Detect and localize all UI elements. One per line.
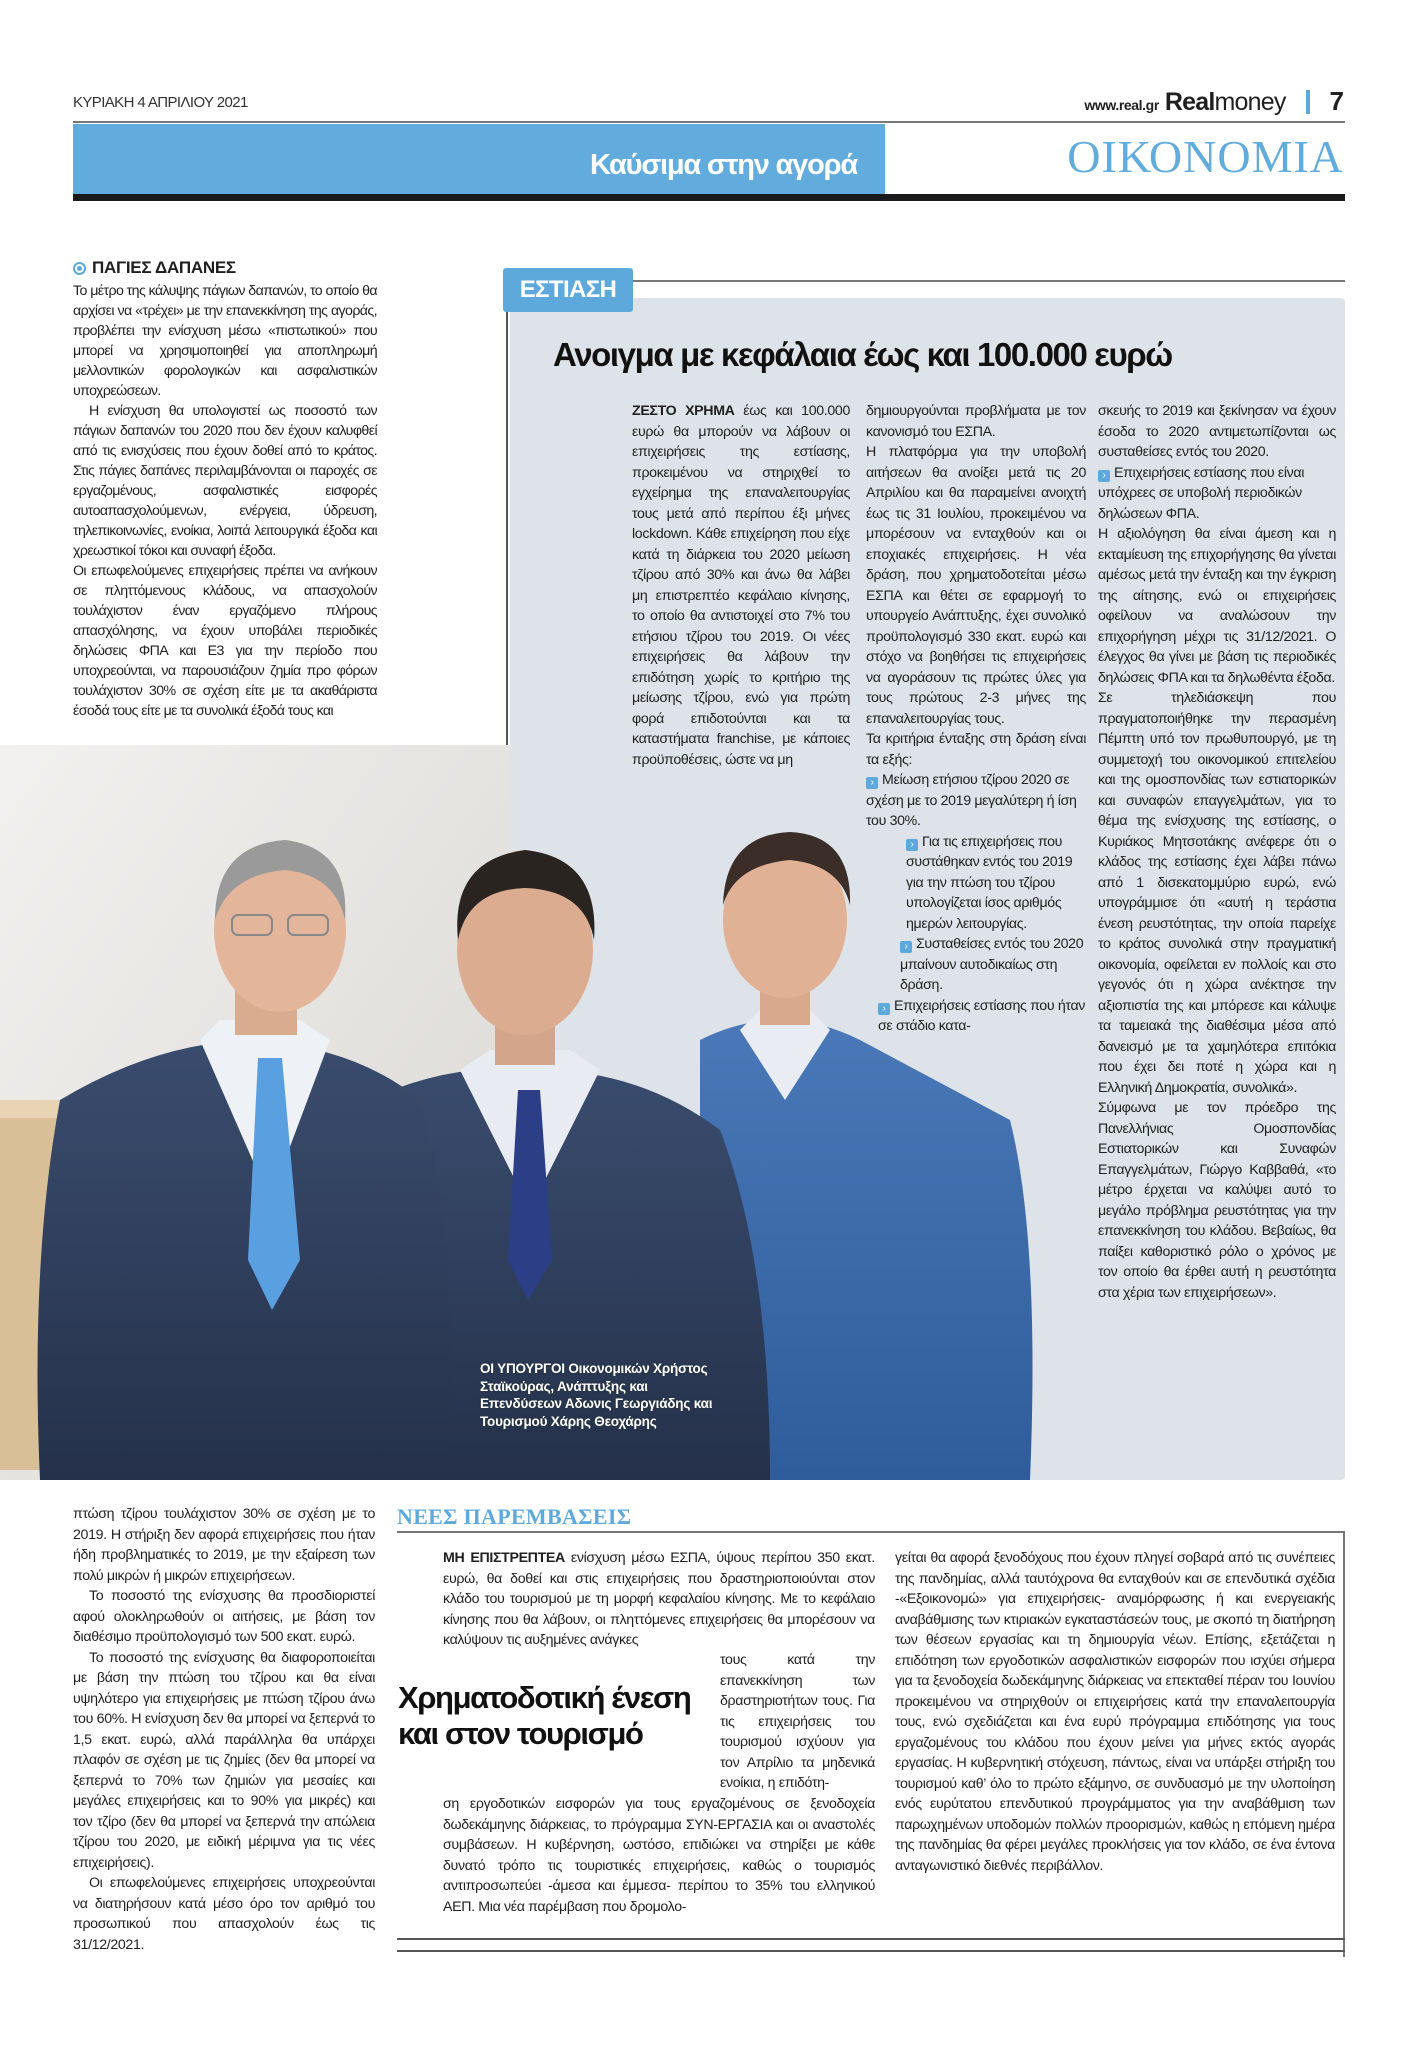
page-number: 7 [1329,86,1344,116]
paragraph: Το ποσοστό της ενίσχυσης θα προσδιοριστεί αφού ολοκληρωθούν οι αιτήσεις, με βάση τον διαθέσιμο προϋπολογισμό των 500 εκατ. ευρώ. [73,1588,375,1645]
paragraph: Οι επωφελούμενες επιχειρήσεις υποχρεούνται να διατηρήσουν κατά μέσο όρο τον αριθμό του προσωπικού που απασχολούν έως τις 31/12/2021. [73,1875,375,1953]
topic-banner [73,124,885,194]
bottom-rule [397,1938,1345,1940]
bottom-rule [397,1950,1345,1952]
lead-in: ΜΗ ΕΠΙΣΤΡΕΠΤΕΑ [443,1550,565,1566]
issue-date: ΚΥΡΙΑΚΗ 4 ΑΠΡΙΛΙΟΥ 2021 [73,94,248,111]
paragraph: σκευής το 2019 και ξεκίνησαν να έχουν έσοδα το 2020 αντιμετωπίζονται ως συσταθείσες εντός του 2020. [1098,403,1336,460]
article-column-2 [866,401,1086,1037]
tourism-kicker: ΝΕΕΣ ΠΑΡΕΜΒΑΣΕΙΣ [397,1504,632,1529]
category-tag: ΕΣΤΙΑΣΗ [503,268,633,312]
box-left-rule [506,312,508,752]
criteria-item: › Επιχειρήσεις εστίασης που ήταν σε στάδιο κατα- [878,997,1086,1034]
paragraph: δημιουργούνται προβλήματα με τον κανονισμό του ΕΣΠΑ. [866,403,1086,440]
lead-in: ΖΕΣΤΟ ΧΡΗΜΑ [632,403,735,419]
chevron-bullet-icon: › [878,1003,890,1015]
section-title: ΟΙΚΟΝΟΜΙΑ [1067,131,1344,182]
brand-logo-bold: Real [1164,88,1215,116]
tourism-headline: Χρηματοδοτική ένεση και στον τουρισμό [398,1680,691,1751]
chevron-bullet-icon: › [900,941,912,953]
photo-caption [480,1360,720,1430]
article-headline: Ανοιγμα με κεφάλαια έως και 100.000 ευρώ [553,336,1172,373]
target-bullet-icon [73,262,86,275]
tourism-narrow-column: τους κατά την επανεκκίνηση των δραστηριοτήτων τους. Για τις επιχειρήσεις του τουρισμού ισχύουν για τον Απρίλιο τα μηδενικά ενοίκια, η επιδότη- [720,1652,875,1791]
chevron-bullet-icon: › [1098,470,1110,482]
sidebar-article-bottom [73,1504,375,1955]
paragraph: Το μέτρο της κάλυψης πάγιων δαπανών, το οποίο θα αρχίσει να «τρέχει» με την επανεκκίνηση της αγοράς, προβλέπει την ενίσχυση μέσω «πιστωτικού» που μπορεί να χρησιμοποιηθεί για αποπληρωμή μελλοντικών φορολογικών και ασφαλιστικών υποχρεώσεων. [73,283,377,399]
banner-title: Καύσιμα στην αγορά [589,149,857,181]
sidebar-heading [73,258,236,278]
paragraph: Τα κριτήρια ένταξης στη δράση είναι τα εξής: [866,731,1086,768]
article-column-1 [632,401,850,770]
header-thick-rule [73,194,1345,201]
caption-lead: ΟΙ ΥΠΟΥΡΓΟΙ [480,1361,565,1376]
tourism-continued: ση εργοδοτικών εισφορών για τους εργαζομένους σε ξενοδοχεία δωδεκάμηνης διάρκειας, το πρόγραμμα ΣΥΝ-ΕΡΓΑΣΙΑ και οι αναστολές συμβάσεων. Η κυβέρνηση, ωστόσο, επιδιώκει να στηρίξει με κάθε δυνατό τρόπο τις τουριστικές επιχειρήσεις, καθώς ο τουρισμός αντιπροσωπεύει -άμεσα και έμμεσα- περίπου το 35% του ελληνικού ΑΕΠ. Μια νέα παρέμβαση που δρομολο- [443,1796,875,1915]
paragraph: πτώση τζίρου τουλάχιστον 30% σε σχέση με το 2019. Η στήριξη δεν αφορά επιχειρήσεις που ήταν ήδη προβληματικές το 2019, με την εξαίρεση των πολύ μικρών ή μικρών επιχειρήσεων. [73,1506,375,1584]
masthead [1084,86,1344,117]
criteria-item: › Για τις επιχειρήσεις που συστάθηκαν εντός του 2019 για την πτώση του τζίρου υπολογίζεται ίσος αριθμός ημερών λειτουργίας. [906,833,1073,932]
chevron-bullet-icon: › [906,839,918,851]
sidebar-article-top [73,281,377,721]
paragraph: Οι επωφελούμενες επιχειρήσεις πρέπει να ανήκουν σε πληττόμενους κλάδους, να απασχολούν τουλάχιστον έναν εργαζόμενο πλήρους απασχόλησης, να έχουν υποβάλει περιοδικές δηλώσεις ΦΠΑ και Ε3 για την περίοδο που υποχρεούνται, να παρουσιάζουν ζημία προ φόρων τουλάχιστον 30% σε σχέση είτε με τα ακαθάριστα έσοδά τους είτε με τα συνολικά έξοδά τους και [73,563,377,719]
paragraph: Η ενίσχυση θα υπολογιστεί ως ποσοστό των πάγιων δαπανών του 2020 που δεν έχουν καλυφθεί από τις ενισχύσεις που έχουν δοθεί από το κράτος. Στις πάγιες δαπάνες περιλαμβάνονται οι παροχές σε εργαζομένους, ασφαλιστικές εισφορές αυτοαπασχολούμενων, ενέργεια, ύδρευση, τηλεπικοινωνίες, ενοίκια, λοιπά λειτουργικά έξοδα και χρεωστικοί τόκοι και συναφή έξοδα. [73,403,377,559]
article-column-3 [1098,401,1336,1303]
paragraph: Σε τηλεδιάσκεψη που πραγματοποιήθηκε την περασμένη Πέμπτη υπό τον πρωθυπουργό, με τη συμμετοχή του οικονομικού επιτελείου και της ομοσπονδίας των εστιατορικών και συναφών επαγγελμάτων, για το θέμα της ενίσχυσης της εστίασης, ο Κυριάκος Μητσοτάκης ανέφερε ότι ο κλάδος της εστίασης έχει λάβει πάνω από 1 δισεκατομμύριο ευρώ, ενώ υπογράμμισε ότι «αυτή η τεράστια ένεση ρευστότητας, την οποία παρείχε το κράτος συνολικά στην πραγματική οικονομία, οφείλεται εν πολλοίς και στο γεγονός ότι η χώρα ανέκτησε την αξιοπιστία της και μπόρεσε και κάλυψε τα ταμειακά της διαθέσιμα μέσα από δανεισμό με τα χαμηλότερα επιτόκια που έχει δει ποτέ η χώρα και η Ελληνική Δημοκρατία, συνολικά». [1098,690,1336,1096]
paragraph: Η πλατφόρμα για την υποβολή αιτήσεων θα ανοίξει μετά τις 20 Απριλίου και θα παραμείνει ανοιχτή έως τις 31 Ιουλίου, προκειμένου να μπορέσουν να ενταχθούν και οι εποχιακές επιχειρήσεις. Η νέα δράση, που χρηματοδοτείται μέσω ΕΣΠΑ και θέτει σε εφαρμογή το υπουργείο Ανάπτυξης, έχει συνολικό προϋπολογισμό 330 εκατ. ευρώ και στόχο να βοηθήσει τις επιχειρήσεις να αγοράσουν τις πρώτες ύλες για τους πρώτους 2-3 μήνες της επαναλειτουργίας τους. [866,444,1086,727]
site-url[interactable]: www.real.gr [1084,97,1159,113]
criteria-item: › Συσταθείσες εντός του 2020 μπαίνουν αυτοδικαίως στη δράση. [900,936,1084,993]
masthead-divider [1306,90,1310,114]
brand-logo-light: money [1214,88,1286,116]
sidebar-heading-text: ΠΑΓΙΕΣ ΔΑΠΑΝΕΣ [92,258,236,277]
tag-rule [633,280,1345,282]
paragraph: Σύμφωνα με τον πρόεδρο της Πανελλήνιας Ομοσπονδίας Εστιατορικών και Συναφών Επαγγελμάτων, Γιώργο Καββαθά, «το μέτρο έρχεται να καλύψει αυτό το μεγάλο πρόβλημα ρευστότητας για την επανεκκίνηση του κλάδου. Βεβαίως, θα παίξει καθοριστικό ρόλο ο χρόνος με τον οποίο θα έρθει αυτή η ρευστότητα στα χέρια των επιχειρήσεων». [1098,1100,1336,1301]
criteria-item: › Μείωση ετήσιου τζίρου 2020 σε σχέση με το 2019 μεγαλύτερη ή ίση του 30%. [866,772,1077,829]
chevron-bullet-icon: › [866,777,878,789]
paragraph: Η αξιολόγηση θα είναι άμεση και η εκταμίευση της επιχορήγησης θα γίνεται αμέσως μετά την ένταξη και την έγκριση της αίτησης, ενώ οι επιχειρήσεις οφείλουν να αναλώσουν την επιχορήγηση μέχρι τις 31/12/2021. Ο έλεγχος θα γίνει με βάση τις περιοδικές δηλώσεις ΦΠΑ και τα δηλωθέντα έξοδα. [1098,526,1336,686]
tourism-intro: ΜΗ ΕΠΙΣΤΡΕΠΤΕΑ ενίσχυση μέσω ΕΣΠΑ, ύψους περίπου 350 εκατ. ευρώ, θα δοθεί και στις επιχειρήσεις που δραστηριοποιούνται στον κλάδο του τουρισμού με τη μορφή κεφαλαίου κίνησης. Με το κεφάλαιο κίνησης που θα λάβουν, οι πληττόμενες επιχειρήσεις θα μπορέσουν να καλύψουν τις αυξημένες ανάγκες [443,1550,876,1648]
kicker-rule [397,1531,1345,1533]
header-rule [73,121,1345,123]
box-right-rule [1343,1531,1345,1957]
criteria-item: › Επιχειρήσεις εστίασης που είναι υπόχρεες σε υποβολή περιοδικών δηλώσεων ΦΠΑ. [1098,464,1305,522]
body-text: έως και 100.000 ευρώ θα μπορούν να λάβουν οι επιχειρήσεις της εστίασης, προκειμένου να στηριχθεί το εγχείρημα της επαναλειτουργίας τους μετά από περίπου έξι μήνες lockdown. Κάθε επιχείρηση που είχε κατά τη διάρκεια του 2020 μείωση τζίρου από 30% και άνω θα λάβει μη επιστρεπτέο κεφάλαιο κίνησης, το οποίο θα αντιστοιχεί στο 7% του ετήσιου τζίρου του 2019. Οι νέες επιχειρήσεις θα λάβουν την επιδότηση χωρίς το κριτήριο της μείωσης τζίρου, ενώ για πρώτη φορά επιδοτούνται και τα καταστήματα franchise, με κάποιες προϋποθέσεις, ώστε να μη [632,403,850,768]
tourism-right-column: γείται θα αφορά ξενοδόχους που έχουν πληγεί σοβαρά από τις συνέπειες της πανδημίας, αλλά ταυτόχρονα θα ενταχθούν και σε επενδυτικά σχέδια -«Εξοικονομώ» για επιχειρήσεις- αναμόρφωσης ή και ενεργειακής αναβάθμισης των κτιριακών εγκαταστάσεών τους, με σκοπό τη διατήρηση των θέσεων εργασίας και τη δημιουργία νέων. Επίσης, εξετάζεται η επιδότηση των εργοδοτικών ασφαλιστικών εισφορών που ισχύει σήμερα για τα ξενοδοχεία δωδεκάμηνης διάρκειας να επεκταθεί πέραν του Ιουνίου προκειμένου να στηριχθούν οι επιχειρήσεις κατά την επαναλειτουργία τους, ενώ σχεδιάζεται και ένα ευρύ πρόγραμμα επιδότησης για τους εργαζομένους του κλάδου που έχουν μείνει για μήνες εκτός αγοράς εργασίας. Η κυβερνητική στόχευση, πάντως, είναι να υπάρξει στήριξη του τουρισμού καθ’ όλο το πρώτο εξάμηνο, σε συνδυασμό με την υλοποίηση ενός ευρύτατου επενδυτικού προγράμματος για την αναβάθμιση των παρωχημένων υποδομών πολλών προορισμών, καθώς η επόμενη ημέρα της πανδημίας θα φέρει μεγάλες προκλήσεις για τον κλάδο, σε ένα έντονα ανταγωνιστικό διεθνές περιβάλλον. [895,1550,1335,1874]
caption-text: Οικονομικών Χρήστος Σταϊκούρας, Ανάπτυξης και Επενδύσεων Αδωνις Γεωργιάδης και Τουρισμού Χάρης Θεοχάρης [480,1361,713,1429]
paragraph: Το ποσοστό της ενίσχυσης θα διαφοροποιείται με βάση την πτώση του τζίρου και θα είναι υψηλότερο για επιχειρήσεις με πτώση τζίρου άνω του 60%. Η ενίσχυση δεν θα μπορεί να ξεπερνά το 1,5 εκατ. ευρώ, αλλά παράλληλα θα υπάρχει πλαφόν σε σχέση με τις ζημίες (δεν θα μπορεί να ξεπερνά το 70% των ζημιών για μεσαίες και μεγάλες επιχειρήσεις και το 90% για μικρές) και τον τζίρο (δεν θα μπορεί να ξεπερνά την απώλεια τζίρου του 2020, με ειδική μέριμνα για τις νέες επιχειρήσεις). [73,1649,375,1871]
